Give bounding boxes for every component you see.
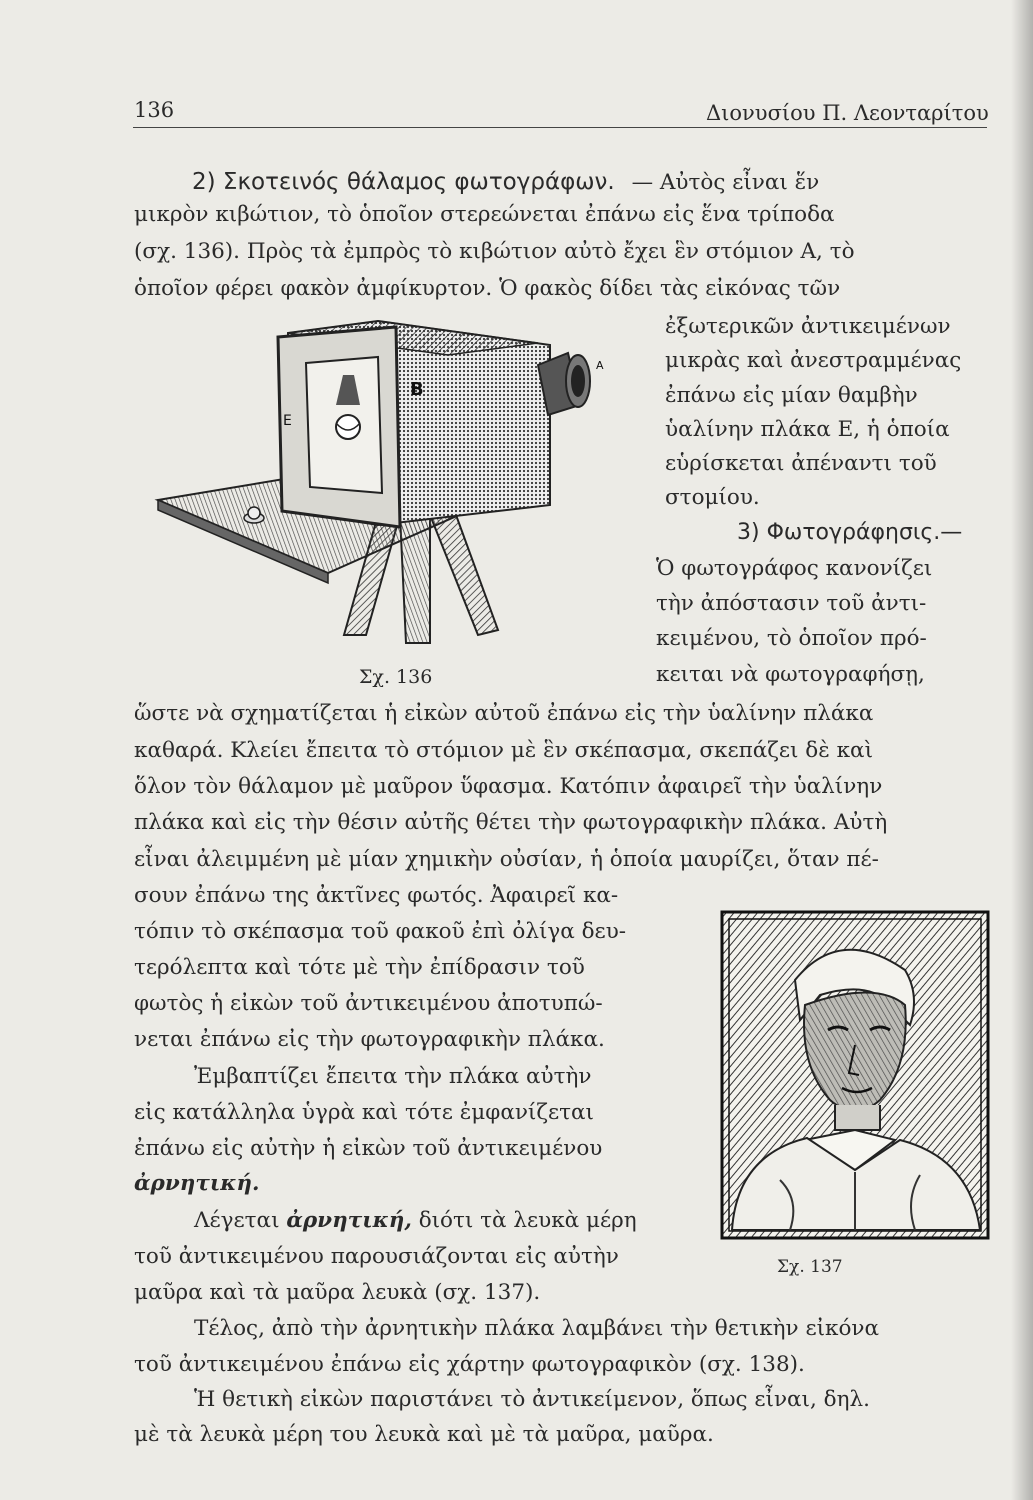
text-line: ὅλον τὸν θάλαμον μὲ μαῦρον ὕφασμα. Κατόπιν ἀφαιρεῖ τὴν ὑαλίνην (134, 774, 883, 799)
text-line: στομίου. (665, 485, 760, 510)
text-line: τοῦ ἀντικειμένου ἐπάνω εἰς χάρτην φωτογραφικὸν (σχ. 138). (134, 1352, 805, 1377)
text-span: διότι τὰ λευκὰ μέρη (418, 1208, 637, 1233)
text-line: ὥστε νὰ σχηματίζεται ἡ εἰκὼν αὐτοῦ ἐπάνω εἰς τὴν ὑαλίνην πλάκα (134, 701, 874, 726)
text-line: ὁποῖον φέρει φακὸν ἀμφίκυρτον. Ὁ φακὸς δίδει τὰς εἰκόνας τῶν (134, 276, 841, 301)
text-line: Ὁ φωτογράφος κανονίζει (656, 556, 933, 581)
text-line: εἰς κατάλληλα ὑγρὰ καὶ τότε ἐμφανίζεται (134, 1100, 594, 1125)
term-negative-inline: ἀρνητική, (286, 1208, 412, 1233)
text-line: ἐπάνω εἰς αὐτὴν ἡ εἰκὼν τοῦ ἀντικειμένου (134, 1136, 603, 1161)
text-line: τὴν ἀπόστασιν τοῦ ἀντι- (656, 591, 927, 616)
term-negative: ἀρνητική. (134, 1171, 260, 1196)
text-line: σουν ἐπάνω της ἀκτῖνες φωτός. Ἀφαιρεῖ κα- (134, 883, 619, 908)
line-negative-definition (194, 1210, 637, 1232)
text-line: κειμένου, τὸ ὁποῖον πρό- (656, 626, 927, 651)
fig136-label-e: Ε (283, 413, 292, 429)
text-line: μὲ τὰ λευκὰ μέρη του λευκὰ καὶ μὲ τὰ μαῦρα, μαῦρα. (134, 1422, 714, 1447)
text-line: νεται ἐπάνω εἰς τὴν φωτογραφικὴν πλάκα. (134, 1027, 605, 1052)
line-1-text: — Αὐτὸς εἶναι ἕν (631, 170, 820, 195)
fig136-label-b: Β (410, 379, 424, 400)
text-line: καθαρά. Κλείει ἔπειτα τὸ στόμιον μὲ ἓν σκέπασμα, σκεπάζει δὲ καὶ (134, 738, 874, 763)
section-heading-photography: 3) Φωτογράφησις.— (737, 520, 963, 545)
text-line: τόπιν τὸ σκέπασμα τοῦ φακοῦ ἐπὶ ὀλίγα δευ- (134, 919, 627, 944)
text-span: Λέγεται (194, 1208, 280, 1233)
page-edge-shadow (1011, 0, 1033, 1500)
text-line: κειται νὰ φωτογραφήσῃ, (656, 662, 925, 687)
text-line: ἐξωτερικῶν ἀντικειμένων (665, 314, 951, 339)
text-line: Τέλος, ἀπὸ τὴν ἀρνητικὴν πλάκα λαμβάνει τὴν θετικὴν εἰκόνα (194, 1316, 879, 1341)
figure-137-negative-portrait (720, 910, 990, 1240)
text-line: Ἡ θετικὴ εἰκὼν παριστάνει τὸ ἀντικείμενον, ὅπως εἶναι, δηλ. (194, 1387, 870, 1412)
figure-137-caption: Σχ. 137 (777, 1257, 843, 1277)
line-heading (192, 171, 819, 194)
fig136-label-a: Α (596, 359, 604, 372)
text-line: μαῦρα καὶ τὰ μαῦρα λευκὰ (σχ. 137). (134, 1280, 541, 1305)
text-line: ὑαλίνην πλάκα Ε, ἡ ὁποία (665, 417, 950, 442)
section-heading-darkroom: 2) Σκοτεινός θάλαμος φωτογράφων. (192, 169, 615, 195)
header-rule (133, 127, 987, 128)
text-line: τερόλεπτα καὶ τότε μὲ τὴν ἐπίδρασιν τοῦ (134, 955, 585, 980)
figure-136-camera-obscura (138, 305, 613, 650)
running-title: Διονυσίου Π. Λεονταρίτου (706, 101, 989, 125)
text-line: εἶναι ἀλειμμένη μὲ μίαν χημικὴν οὐσίαν, ἡ ὁποία μαυρίζει, ὅταν πέ- (134, 847, 879, 872)
text-line: φωτὸς ἡ εἰκὼν τοῦ ἀντικειμένου ἀποτυπώ- (134, 991, 603, 1016)
figure-136-caption: Σχ. 136 (359, 666, 433, 688)
text-line: εὑρίσκεται ἀπέναντι τοῦ (665, 451, 937, 476)
text-line: Ἐμβαπτίζει ἔπειτα τὴν πλάκα αὐτὴν (194, 1064, 592, 1089)
text-line: πλάκα καὶ εἰς τὴν θέσιν αὐτῆς θέτει τὴν φωτογραφικὴν πλάκα. Αὐτὴ (134, 810, 888, 835)
text-line: μικρὸν κιβώτιον, τὸ ὁποῖον στερεώνεται ἐπάνω εἰς ἕνα τρίποδα (134, 202, 835, 227)
text-line: (σχ. 136). Πρὸς τὰ ἐμπρὸς τὸ κιβώτιον αὐτὸ ἔχει ἓν στόμιον Α, τὸ (134, 239, 855, 264)
text-line: μικρὰς καὶ ἀνεστραμμένας (665, 348, 962, 373)
text-line: ἐπάνω εἰς μίαν θαμβὴν (665, 383, 918, 408)
page-number: 136 (134, 98, 175, 122)
text-line: τοῦ ἀντικειμένου παρουσιάζονται εἰς αὐτὴν (134, 1244, 619, 1269)
